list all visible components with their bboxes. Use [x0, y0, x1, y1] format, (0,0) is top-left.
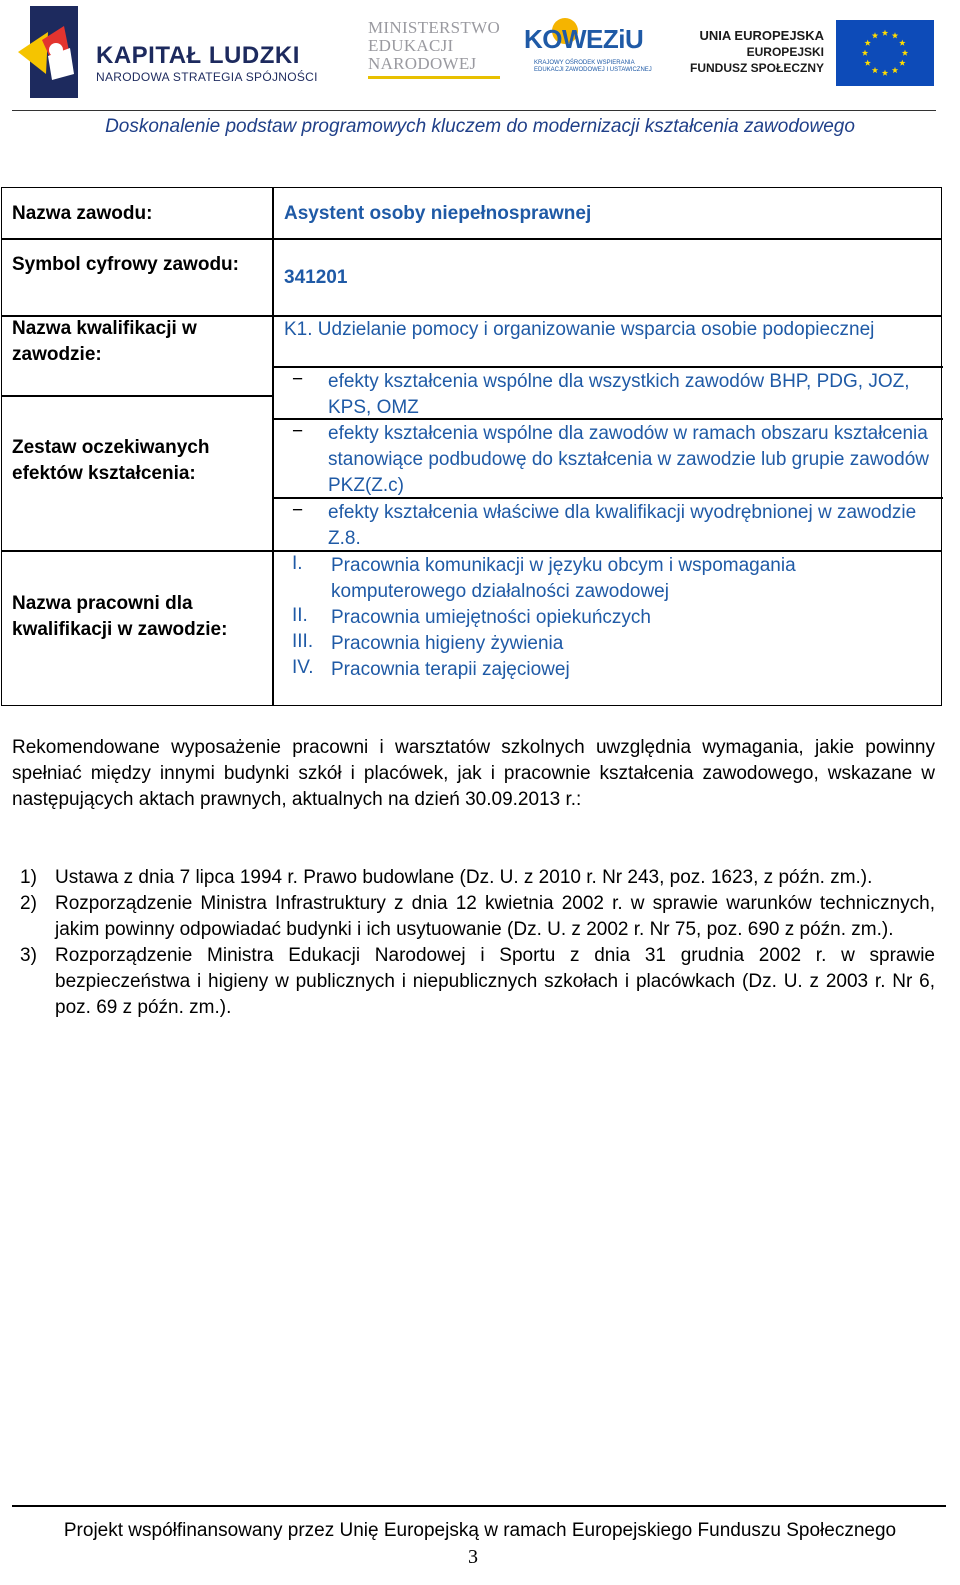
legal-reference-item — [12, 865, 935, 891]
koweziu-subtitle-line-2: EDUKACJI ZAWODOWEJ I USTAWICZNEJ — [534, 67, 652, 73]
table-row-divider — [2, 238, 941, 240]
intro-paragraph: Rekomendowane wyposażenie pracowni i warsztatów szkolnych uwzględnia wymagania, jakie powinny spełniać między innymi budynki szkół i placówek, jak i pracownie kształcenia zawodowego, wskazane w następujących aktach prawnych, aktualnych na dzień 30.09.2013 r.: — [12, 737, 935, 810]
ue-line-1: UNIA EUROPEJSKA — [699, 28, 824, 43]
kapital-ludzki-symbol-icon — [12, 4, 84, 104]
unia-europejska-logo — [689, 20, 948, 88]
kapital-ludzki-logo — [12, 4, 318, 104]
legal-reference-number: 2) — [20, 893, 37, 914]
pracownia-number: III. — [292, 631, 314, 652]
pracownia-number: II. — [292, 605, 308, 626]
legal-reference-text: Rozporządzenie Ministra Infrastruktury z dnia 12 kwietnia 2002 r. w sprawie warunków technicznych, jakim powinny odpowiadać budynki i ich usytuowanie (Dz. U. z 2002 r. Nr 75, poz. 690 z późn. zm.). — [55, 893, 935, 940]
qualification-table — [1, 187, 942, 706]
efekty-bullet: − — [292, 421, 304, 442]
table-row-divider — [272, 366, 943, 368]
pracownie-label: Nazwa pracowni dla kwalifikacji w zawodzie: — [12, 593, 228, 640]
pracownia-number: I. — [292, 553, 303, 574]
table-row-divider — [2, 395, 272, 397]
ue-line-3: FUNDUSZ SPOŁECZNY — [689, 61, 824, 75]
header-divider — [12, 110, 936, 111]
pracownia-item: Pracownia umiejętności opiekuńczych — [331, 607, 651, 628]
legal-references-list — [12, 865, 935, 1021]
ministerstwo-line-3: NARODOWEJ — [368, 54, 477, 73]
pracownia-number: IV. — [292, 657, 314, 678]
ministerstwo-line-1: MINISTERSTWO — [368, 18, 501, 37]
footer-divider — [12, 1505, 946, 1507]
koweziu-title: KOWEZiU — [524, 24, 644, 54]
efekty-label: Zestaw oczekiwanych efektów kształcenia: — [12, 437, 210, 484]
legal-reference-item — [12, 943, 935, 1021]
legal-reference-text: Ustawa z dnia 7 lipca 1994 r. Prawo budowlane (Dz. U. z 2010 r. Nr 243, poz. 1623, z późn. zm.). — [55, 867, 873, 888]
header-logos — [0, 0, 960, 108]
efekty-bullet: − — [292, 369, 304, 390]
program-title: Doskonalenie podstaw programowych kluczem do modernizacji kształcenia zawodowego — [105, 116, 855, 137]
legal-reference-number: 1) — [20, 867, 37, 888]
koweziu-subtitle — [534, 60, 652, 74]
koweziu-subtitle-line-1: KRAJOWY OŚRODEK WSPIERANIA — [534, 60, 635, 66]
kwalifikacja-value: K1. Udzielanie pomocy i organizowanie wsparcia osobie podopiecznej — [284, 319, 875, 340]
footer-text: Projekt współfinansowany przez Unię Europejską w ramach Europejskiego Funduszu Społecznego — [63, 1520, 897, 1541]
nazwa-zawodu-label: Nazwa zawodu: — [12, 203, 153, 224]
page-number: 3 — [468, 1546, 478, 1568]
efekty-item: efekty kształcenia wspólne dla zawodów w ramach obszaru kształcenia stanowiące podbudowę do kształcenia w zawodzie lub grupie zawodów PKZ(Z.c) — [328, 423, 929, 496]
legal-reference-text: Rozporządzenie Ministra Edukacji Narodowej i Sportu z dnia 31 grudnia 2002 r. w sprawie bezpieczeństwa i higieny w publicznych i niepublicznych szkołach i placówkach (Dz. U. z 2003 r. Nr 6, poz. 69 z późn. zm.). — [55, 945, 935, 1018]
symbol-cyfrowy-label: Symbol cyfrowy zawodu: — [12, 254, 239, 275]
ministerstwo-logo — [368, 18, 508, 88]
kapital-ludzki-title: KAPITAŁ LUDZKI — [96, 42, 300, 69]
legal-reference-number: 3) — [20, 945, 37, 966]
eu-flag-icon — [836, 20, 934, 86]
koweziu-logo — [524, 18, 654, 88]
pracownia-item: Pracownia higieny żywienia — [331, 633, 564, 654]
efekty-item: efekty kształcenia właściwe dla kwalifikacji wyodrębnionej w zawodzie Z.8. — [328, 502, 917, 549]
ue-line-2: EUROPEJSKI — [746, 45, 824, 59]
table-column-divider — [272, 188, 274, 705]
kwalifikacja-label: Nazwa kwalifikacji w zawodzie: — [12, 318, 197, 365]
nazwa-zawodu-value: Asystent osoby niepełnosprawnej — [284, 203, 592, 224]
pracownia-item: Pracownia komunikacji w języku obcym i wspomagania komputerowego działalności zawodowej — [331, 555, 796, 602]
efekty-bullet: − — [292, 500, 304, 521]
pracownia-item: Pracownia terapii zajęciowej — [331, 659, 570, 680]
ministerstwo-line-2: EDUKACJI — [368, 36, 454, 55]
kapital-ludzki-subtitle: NARODOWA STRATEGIA SPÓJNOŚCI — [96, 70, 318, 84]
efekty-item: efekty kształcenia wspólne dla wszystkich zawodów BHP, PDG, JOZ, KPS, OMZ — [328, 371, 910, 418]
symbol-cyfrowy-value: 341201 — [284, 267, 348, 288]
ministerstwo-underline — [368, 76, 500, 79]
legal-reference-item — [12, 891, 935, 943]
